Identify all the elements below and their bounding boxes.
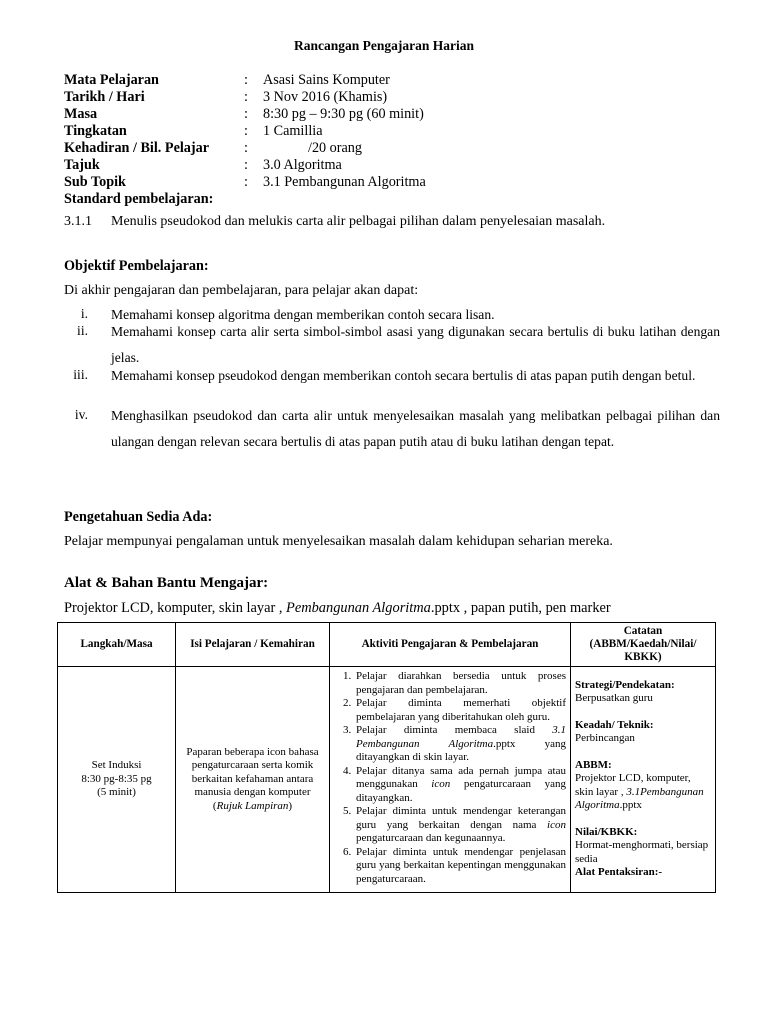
activity-cell xyxy=(330,667,571,893)
table-row xyxy=(58,667,716,893)
tools-text-part: .pptx , papan putih, pen marker xyxy=(430,600,611,616)
info-value: Asasi Sains Komputer xyxy=(263,72,390,88)
prior-knowledge-heading: Pengetahuan Sedia Ada: xyxy=(64,509,213,525)
activity-text: Pelajar diminta membaca slaid xyxy=(356,724,553,736)
content-ref-close: ) xyxy=(288,799,293,812)
objective-number: iii. xyxy=(73,367,88,382)
page-title: Rancangan Pengajaran Harian xyxy=(293,38,474,53)
info-row-attendance xyxy=(64,140,724,157)
technique-heading: Keadah/ Teknik: xyxy=(575,718,654,731)
objective-text: Memahami konsep algoritma dengan memberikan contoh secara lisan. xyxy=(111,307,495,322)
info-colon: : xyxy=(244,140,248,156)
header-step: Langkah/Masa xyxy=(58,623,176,667)
info-row-date xyxy=(64,89,724,106)
step-cell xyxy=(58,667,176,893)
content-cell xyxy=(176,667,330,893)
tools-heading: Alat & Bahan Bantu Mengajar: xyxy=(64,575,269,591)
objective-number: iv. xyxy=(74,407,88,422)
info-colon: : xyxy=(244,89,248,105)
abbm-heading: ABBM: xyxy=(575,758,612,771)
info-row-standard xyxy=(64,191,724,208)
activity-item xyxy=(354,805,566,846)
activity-text: Pelajar diminta memerhati objektif pembelajaran yang diberitahukan oleh guru. xyxy=(356,697,566,723)
notes-spacer xyxy=(575,746,711,759)
tools-text-file: Pembangunan Algoritma xyxy=(286,600,431,616)
info-label: Sub Topik xyxy=(64,174,126,190)
abbm-text: Projektor LCD, komputer, skin layar , xyxy=(575,772,691,798)
activity-item xyxy=(354,765,566,806)
notes-spacer xyxy=(575,706,711,719)
technique-value: Perbincangan xyxy=(575,732,635,744)
info-label: Masa xyxy=(64,106,98,122)
activity-item xyxy=(354,846,566,887)
notes-spacer xyxy=(575,813,711,826)
notes-cell xyxy=(571,667,716,893)
values-value: Hormat-menghormati, bersiap sedia xyxy=(575,839,709,865)
activity-file: 3.1 Pembangunan Algoritma xyxy=(356,724,566,750)
objective-text: Memahami konsep carta alir serta simbol-simbol asasi yang digunakan secara bertulis di buku latihan dengan jelas. xyxy=(111,324,720,365)
table-header-row xyxy=(58,623,716,667)
info-colon: : xyxy=(244,106,248,122)
info-value: 8:30 pg – 9:30 pg (60 minit) xyxy=(263,106,424,122)
info-row-time xyxy=(64,106,724,123)
assessment-heading: Alat Pentaksiran:- xyxy=(575,866,663,878)
info-row-subject xyxy=(64,72,724,89)
activity-item xyxy=(354,724,566,765)
info-colon: : xyxy=(244,174,248,190)
header-notes: Catatan (ABBM/Kaedah/Nilai/ KBKK) xyxy=(571,623,716,667)
activity-text: .pptx yang ditayangkan di skin layar. xyxy=(356,737,566,763)
content-ref: Rujuk Lampiran xyxy=(216,799,289,812)
info-label: Tarikh / Hari xyxy=(64,89,145,105)
activity-text: pengaturcaraan yang ditayangkan. xyxy=(356,778,566,804)
standard-number: 3.1.1 xyxy=(64,214,92,229)
values-heading: Nilai/KBKK: xyxy=(575,825,638,838)
info-label: Kehadiran / Bil. Pelajar xyxy=(64,140,210,156)
activity-term: icon xyxy=(547,818,566,831)
header-activity: Aktiviti Pengajaran & Pembelajaran xyxy=(330,623,571,667)
info-value: 3.0 Algoritma xyxy=(263,157,342,173)
standard-text: Menulis pseudokod dan melukis carta alir pelbagai pilihan dalam penyelesaian masalah. xyxy=(111,214,606,229)
activity-text: Pelajar ditanya sama ada pernah jumpa atau menggunakan xyxy=(356,764,566,790)
activity-text: Pelajar diarahkan bersedia untuk proses pengajaran dan pembelajaran. xyxy=(356,670,566,696)
info-row-topic xyxy=(64,157,724,174)
info-row-class xyxy=(64,123,724,140)
objective-number: i. xyxy=(80,306,88,321)
prior-knowledge-text: Pelajar mempunyai pengalaman untuk menyelesaikan masalah dalam kehidupan seharian mereka. xyxy=(64,534,613,549)
content-ref-open: ( xyxy=(212,799,217,812)
activity-term: icon xyxy=(431,778,451,790)
step-time: 8:30 pg-8:35 pg xyxy=(81,772,152,785)
info-value: 3 Nov 2016 (Khamis) xyxy=(263,89,388,105)
info-value: /20 orang xyxy=(308,140,362,156)
activity-text: pengaturcaraan dan kegunaannya. xyxy=(356,832,506,844)
info-row-subtopic xyxy=(64,174,724,191)
objective-heading: Objektif Pembelajaran: xyxy=(64,258,209,274)
step-duration: (5 minit) xyxy=(97,786,136,799)
info-colon: : xyxy=(244,157,248,173)
info-colon: : xyxy=(244,72,248,88)
tools-text-part: Projektor LCD, komputer, skin layar , xyxy=(64,600,287,616)
abbm-value xyxy=(575,772,711,813)
info-label: Tajuk xyxy=(64,157,100,173)
info-colon: : xyxy=(244,123,248,139)
lesson-info xyxy=(64,72,724,208)
tools-text xyxy=(64,600,611,617)
activity-item xyxy=(354,697,566,724)
activity-list xyxy=(330,670,566,886)
info-label: Mata Pelajaran xyxy=(64,72,159,88)
info-label: Tingkatan xyxy=(64,123,127,139)
objective-text: Memahami konsep pseudokod dengan memberikan contoh secara bertulis di atas papan putih dengan betul. xyxy=(111,368,696,383)
step-title: Set Induksi xyxy=(91,759,142,772)
abbm-file: 3.1Pembangunan Algoritma xyxy=(575,785,704,811)
standard-heading: Standard pembelajaran: xyxy=(64,191,214,207)
info-value: 3.1 Pembangunan Algoritma xyxy=(263,174,426,190)
content-text: Paparan beberapa icon bahasa pengaturcaraan serta komik berkaitan kefahaman antara manusia dengan komputer xyxy=(186,745,319,799)
header-content: Isi Pelajaran / Kemahiran xyxy=(176,623,330,667)
objective-intro: Di akhir pengajaran dan pembelajaran, para pelajar akan dapat: xyxy=(64,283,419,298)
lesson-table xyxy=(57,622,716,893)
activity-text: Pelajar diminta untuk mendengar keterangan guru yang berkaitan dengan nama xyxy=(356,805,566,831)
info-value: 1 Camillia xyxy=(263,123,323,139)
strategy-heading: Strategi/Pendekatan: xyxy=(575,678,675,691)
objective-number: ii. xyxy=(77,323,88,338)
abbm-ext: .pptx xyxy=(619,799,642,811)
objective-text: Menghasilkan pseudokod dan carta alir untuk menyelesaikan masalah yang melibatkan pelbagai pilihan dan ulangan dengan relevan secara bertulis di atas papan putih atau di buku latihan dengan tepat. xyxy=(111,408,720,449)
activity-text: Pelajar diminta untuk mendengar penjelasan guru yang berkaitan kepentingan menggunakan pengaturcaraan. xyxy=(356,845,566,885)
activity-item xyxy=(354,670,566,697)
strategy-value: Berpusatkan guru xyxy=(575,692,653,704)
